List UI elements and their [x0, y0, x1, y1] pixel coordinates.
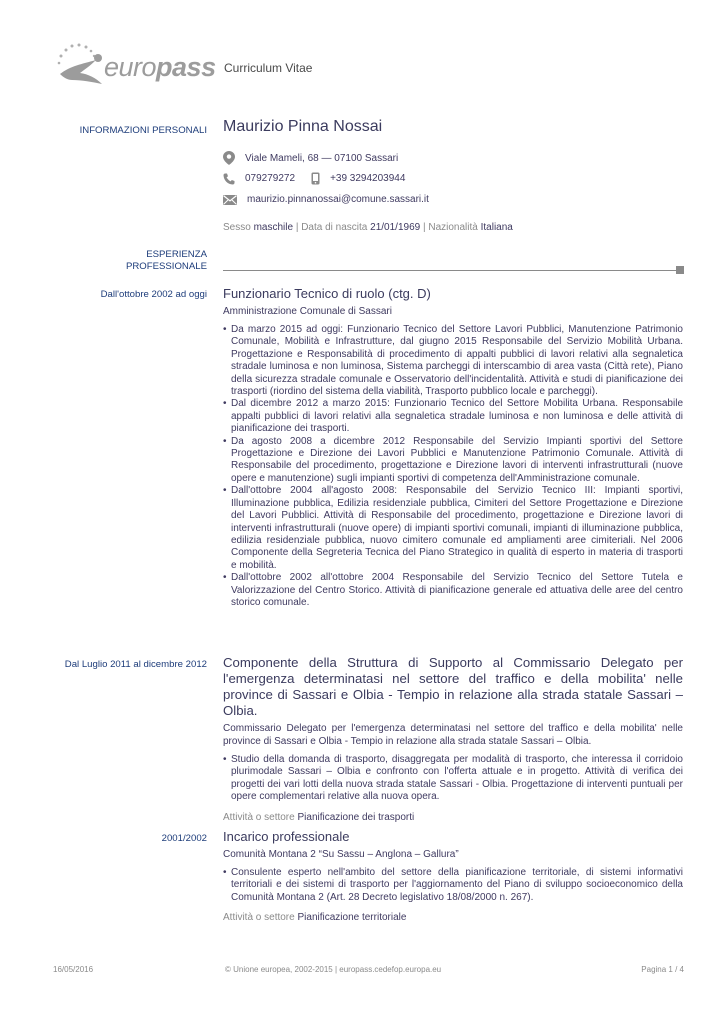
job-entry	[223, 286, 683, 609]
nationality-label: Nazionalità	[428, 222, 478, 233]
job-title: Incarico professionale	[223, 829, 350, 844]
job-employer: Comunità Montana 2 “Su Sassu – Anglona – Gallura”	[223, 849, 459, 860]
list-item: • Studio della domanda di trasporto, disaggregata per modalità di trasporto, che interessa il corridoio plurimodale Sassari – Olbia e confronto con l'offerta attuale e in progetto. Attività di verifica dei progetti dei vari lotti della nuova strada statale Sassari - Olbia. Progettazione di interventi puntuali per opere complementari relative alla nuova opera.	[223, 754, 683, 804]
phone-icon	[223, 173, 235, 185]
job-activities	[223, 324, 683, 609]
job-sector	[223, 812, 683, 823]
section-divider	[223, 270, 677, 271]
personal-details	[223, 222, 513, 233]
nationality-value: Italiana	[480, 222, 513, 233]
email-row	[223, 194, 429, 205]
job-entry	[223, 829, 683, 923]
sector-label: Attività o settore	[223, 912, 295, 924]
job-entry	[223, 655, 683, 823]
job-title: Funzionario Tecnico di ruolo (ctg. D)	[223, 286, 431, 301]
logo-text: europass	[104, 52, 216, 82]
birth-value: 21/01/1969	[370, 222, 421, 233]
list-item: • Consulente esperto nell'ambito del settore della pianificazione territoriale, di sistemi informativi territoriali e dei sistemi di trasporto per l'aggiornamento del Piano di sviluppo socioeconomico della Comunità Montana 2 (Art. 28 Decreto legislativo 18/08/2000 n. 267).	[223, 867, 683, 904]
phone-row	[223, 172, 405, 185]
personal-section-label: INFORMAZIONI PERSONALI	[79, 125, 207, 136]
header	[52, 40, 692, 100]
sector-label: Attività o settore	[223, 811, 295, 823]
person-name: Maurizio Pinna Nossai	[223, 118, 383, 135]
location-pin-icon	[223, 151, 235, 165]
separator: |	[293, 222, 302, 233]
mobile-number[interactable]: +39 3294203944	[330, 173, 406, 184]
job-activities	[223, 867, 683, 904]
footer-date: 16/05/2016	[53, 965, 94, 974]
job-date: 2001/2002	[161, 833, 207, 844]
personal-info	[223, 118, 683, 233]
footer-page-number: Pagina 1 / 4	[641, 965, 684, 974]
experience-section-label	[0, 249, 207, 273]
job-activities	[223, 754, 683, 804]
document-title: Curriculum Vitae	[224, 61, 313, 75]
list-item: • Dall'ottobre 2002 all'ottobre 2004 Responsabile del Servizio Tecnico del Settore Tutela e Valorizzazione del Centro Storico. Attività di pianificazione generale ed attuativa delle aree del centro storico comunale.	[223, 572, 683, 609]
job-date: Dall'ottobre 2002 ad oggi	[100, 289, 207, 300]
phone-number[interactable]: 079279272	[245, 173, 296, 184]
europass-logo	[52, 40, 216, 92]
job-employer: Commissario Delegato per l'emergenza determinatasi nel settore del traffico e della mobilita' nelle province di Sassari e Olbia - Tempio in relazione alla strada statale Sassari – Olbia.	[223, 723, 683, 747]
birth-label: Data di nascita	[301, 222, 368, 233]
list-item: • Dal dicembre 2012 a marzo 2015: Funzionario Tecnico del Settore Mobilita Urbana. Responsabile appalti pubblici di lavori relativi alla segnaletica stradale luminosa e non luminosa e delle attività di pianificazione dei trasporti.	[223, 398, 683, 435]
list-item: • Dall'ottobre 2004 all'agosto 2008: Responsabile del Servizio Tecnico III: Impianti sportivi, Illuminazione pubblica, Edilizia residenziale pubblica, Cimiteri del Settore Progettazione e Direzione del Lavori Pubblici. Attività di Responsabile del procedimento, progettazione e Direzione lavori di interventi infrastrutturali (nuove opere) di impianti sportivi comunali, impianti di illuminazione pubblica, edilizia residenziale pubblica, nuovo cimitero comunale ed ampliamenti aree cimiteriali. Nel 2006 Componente della Segreteria Tecnica del Piano Strategico in qualità di esperto in materia di trasporti e mobilità.	[223, 485, 683, 572]
envelope-icon	[223, 195, 237, 205]
job-employer: Amministrazione Comunale di Sassari	[223, 306, 392, 317]
list-item: • Da agosto 2008 a dicembre 2012 Responsabile del Servizio Impianti sportivi del Settore Progettazione e Direzione dei Lavori Pubblici e Manutenzione Patrimonio Comunale. Attività di Responsabile del procedimento, progettazione e Direzione lavori di interventi infrastrutturali (nuove opere e manutenzione) sugli impianti sportivi di competenza dell'Amministrazione comunale.	[223, 436, 683, 486]
job-sector	[223, 912, 683, 923]
sex-label: Sesso	[223, 222, 251, 233]
footer-copyright: © Unione europea, 2002-2015 | europass.cedefop.europa.eu	[225, 965, 442, 974]
experience-label-line1: ESPERIENZA	[146, 249, 207, 260]
email-address[interactable]: maurizio.pinnanossai@comune.sassari.it	[247, 194, 429, 205]
address-text: Viale Mameli, 68 — 07100 Sassari	[245, 152, 399, 164]
list-item: • Da marzo 2015 ad oggi: Funzionario Tecnico del Settore Lavori Pubblici, Manutenzione Patrimonio Comunale, Mobilità e Infrastrutture, dal giugno 2015 Responsabile del Servizio Mobilità Urbana. Progettazione e Responsabilità di procedimento di appalti pubblici di lavori relativi alla segnaletica stradale luminosa e non luminosa, Sistema parcheggi di interscambio di area vasta (Città rete), Piano della sicurezza stradale comunale e Osservatorio dell'incidentalità. Attività e studi di pianificazione dei trasporti (riordino del sistema della viabilità, Trasporto pubblico locale e parcheggi).	[223, 324, 683, 398]
separator: |	[420, 222, 429, 233]
job-title: Componente della Struttura di Supporto al Commissario Delegato per l'emergenza determinatasi nel settore del traffico e della mobilita' nelle province di Sassari e Olbia - Tempio in relazione alla strada statale Sassari – Olbia.	[223, 655, 683, 718]
mobile-phone-icon	[311, 172, 320, 185]
address-row	[223, 151, 398, 165]
sex-value: maschile	[253, 222, 294, 233]
experience-label-line2: PROFESSIONALE	[125, 261, 207, 272]
europass-figure-icon	[52, 40, 112, 92]
sector-value: Pianificazione territoriale	[297, 912, 407, 924]
job-date: Dal Luglio 2011 al dicembre 2012	[64, 659, 207, 670]
sector-value: Pianificazione dei trasporti	[297, 811, 415, 823]
section-divider-marker	[676, 266, 684, 274]
